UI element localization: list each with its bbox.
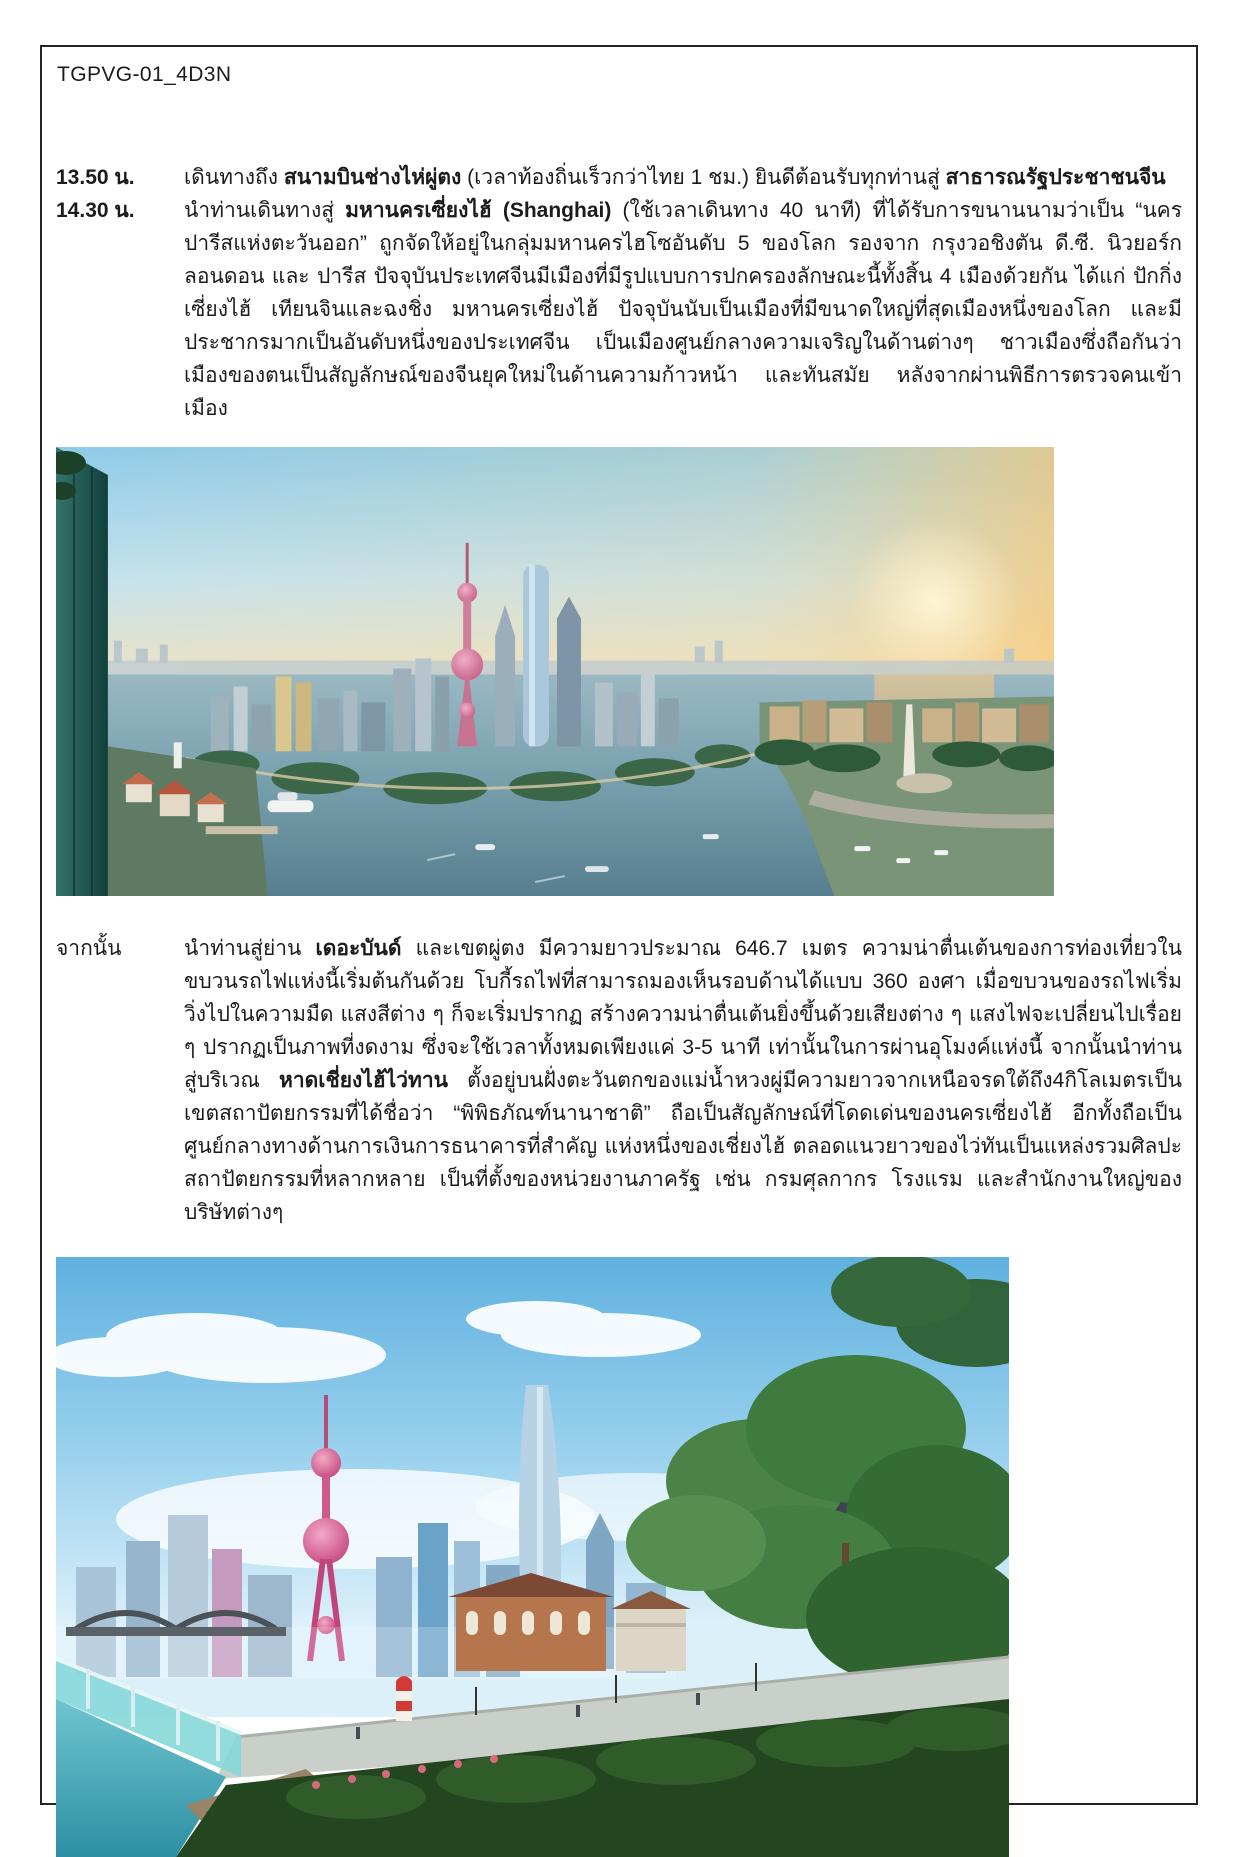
text-run: นำท่านสู่ย่าน bbox=[184, 937, 316, 960]
photo-the-bund bbox=[56, 1257, 1009, 1857]
itinerary-row-bund bbox=[56, 932, 1182, 1229]
place-name-bold: สาธารณรัฐประชาชนจีน bbox=[945, 166, 1166, 189]
time-label: 13.50 น. bbox=[56, 166, 135, 189]
text-run: ตั้งอยู่บนฝั่งตะวันตกของแม่น้ำหวงผู่มีความยาวจากเหนือจรดใต้ถึง4กิโลเมตรเป็นเขตสถาปัตยกรรมที่ได้ชื่อว่า “พิพิธภัณฑ์นานาชาติ” ถือเป็นสัญลักษณ์ที่โดดเด่นของนครเซี่ยงไฮ้ อีกทั้งถือเป็นศูนย์กลางทางด้านการเงินการธนาคารที่สำคัญ แห่งหนึ่งของเชี่ยงไฮ้ ตลอดแนวยาวของไว่ทันเป็นแหล่งรวมศิลปะสถาปัตยกรรมที่หลากหลาย เป็นที่ตั้งของหน่วยงานภาครัฐ เช่น กรมศุลกากร โรงแรม และสำนักงานใหญ่ของบริษัทต่างๆ bbox=[184, 1069, 1182, 1224]
itinerary-row-transfer bbox=[56, 194, 1182, 425]
place-name-bold: เดอะบันด์ bbox=[315, 937, 402, 960]
itinerary-section-2 bbox=[56, 932, 1182, 1229]
itinerary-section bbox=[56, 161, 1182, 425]
place-name-bold: หาดเชี่ยงไฮ้ไว่ทาน bbox=[279, 1069, 449, 1092]
page-border-frame bbox=[40, 45, 1198, 1805]
text-run: เดินทางถึง bbox=[184, 166, 284, 189]
time-label: 14.30 น. bbox=[56, 199, 135, 222]
place-name-bold: มหานครเซี่ยงไฮ้ (Shanghai) bbox=[345, 199, 612, 222]
itinerary-text bbox=[184, 932, 1182, 1229]
itinerary-text bbox=[184, 161, 1182, 194]
text-run: และเขตผู่ตง มีความยาวประมาณ 646.7 เมตร ความน่าตื่นเต้นของการท่องเที่ยวในขบวนรถไฟแห่งนี้เริ่มต้นกันด้วย โบกี้รถไฟที่สามารถมองเห็นรอบด้านได้แบบ 360 องศา เมื่อขบวนของรถไฟเริ่มวิ่งไปในความมืด แสงสีต่าง ๆ ก็จะเริ่มปรากฏ สร้างความน่าตื่นเต้นยิ่งขึ้นด้วยเสียงต่าง ๆ แสงไฟจะเปลี่ยนไปเรื่อย ๆ ปรากฏเป็นภาพที่งดงาม ซึ่งจะใช้เวลาทั้งหมดเพียงแค่ 3-5 นาที เท่านั้นในการผ่านอุโมงค์แห่งนี้ จากนั้นนำท่านสู่บริเวณ bbox=[184, 937, 1183, 1092]
step-label: จากนั้น bbox=[56, 937, 122, 960]
text-run: (เวลาท้องถิ่นเร็วกว่าไทย 1 ชม.) ยินดีต้อนรับทุกท่านสู่ bbox=[461, 166, 946, 189]
itinerary-row-arrival bbox=[56, 161, 1182, 194]
text-run: นำท่านเดินทางสู่ bbox=[184, 199, 346, 222]
place-name-bold: สนามบินช่างไห่ผู่ตง bbox=[283, 166, 462, 189]
itinerary-text bbox=[184, 194, 1182, 425]
photo-shanghai-skyline bbox=[56, 447, 1054, 896]
text-run: (ใช้เวลาเดินทาง 40 นาที) ที่ได้รับการขนานนามว่าเป็น “นครปารีสแห่งตะวันออก” ถูกจัดให้อยู่ในกลุ่มมหานครไฮโซอันดับ 5 ของโลก รองจาก กรุงวอชิงตัน ดี.ซี. นิวยอร์ก ลอนดอน และ ปารีส ปัจจุบันประเทศจีนมีเมืองที่มีรูปแบบการปกครองลักษณะนี้ทั้งสิ้น 4 เมืองด้วยกัน ได้แก่ ปักกิ่ง เซี่ยงไฮ้ เทียนจินและฉงชิ่ง มหานครเซี่ยงไฮ้ ปัจจุบันนับเป็นเมืองที่มีขนาดใหญ่ที่สุดเมืองหนึ่งของโลก และมีประชากรมากเป็นอันดับหนึ่งของประเทศจีน เป็นเมืองศูนย์กลางความเจริญในด้านต่างๆ ชาวเมืองซึ่งถือกันว่าเมืองของตนเป็นสัญลักษณ์ของจีนยุคใหม่ในด้านความก้าวหน้า และทันสมัย หลังจากผ่านพิธีการตรวจคนเข้าเมือง bbox=[184, 199, 1182, 420]
tour-code: TGPVG-01_4D3N bbox=[57, 63, 232, 86]
